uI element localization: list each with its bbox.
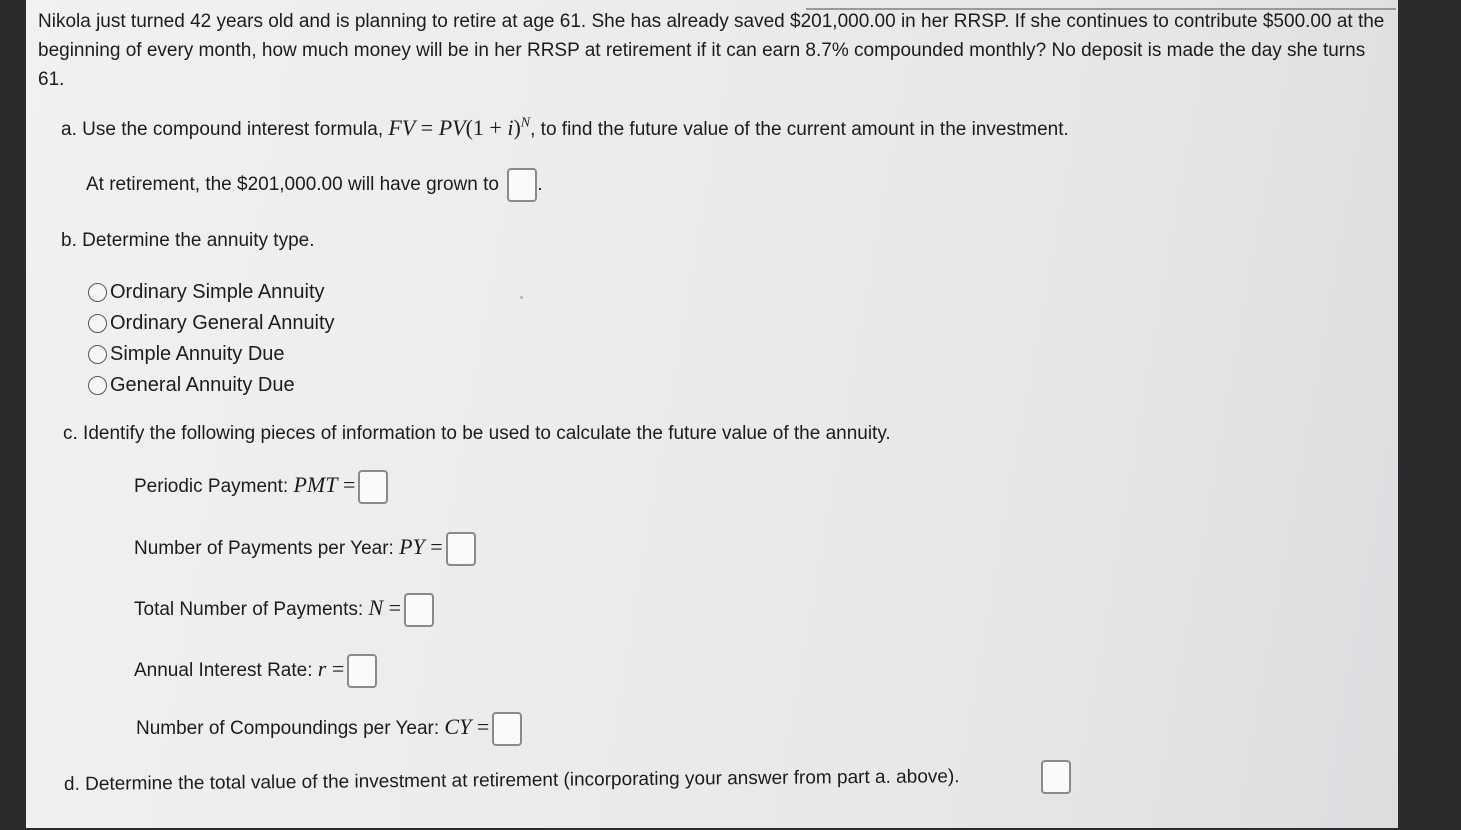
- radio-label: Ordinary General Annuity: [110, 312, 335, 334]
- radio-circle-icon: [88, 314, 107, 333]
- compoundings-per-year-row: Number of Compoundings per Year: CY =: [136, 712, 522, 746]
- radio-simple-annuity-due[interactable]: [88, 343, 285, 366]
- screen-speck: [520, 296, 523, 299]
- radio-label: Ordinary Simple Annuity: [110, 281, 325, 303]
- radio-ordinary-general-annuity[interactable]: [88, 312, 335, 335]
- part-b-heading: b. Determine the annuity type.: [61, 230, 315, 251]
- cy-input[interactable]: [492, 712, 522, 746]
- part-c-heading: c. Identify the following pieces of information to be used to calculate the future value of the annuity.: [63, 423, 891, 444]
- radio-circle-icon: [88, 283, 107, 302]
- periodic-payment-row: Periodic Payment: PMT =: [134, 470, 388, 504]
- compound-interest-formula: FV = $PV(1 + i)^N$: [388, 115, 531, 140]
- radio-label: Simple Annuity Due: [110, 343, 285, 365]
- pmt-input[interactable]: [358, 470, 388, 504]
- payments-per-year-row: Number of Payments per Year: PY =: [134, 532, 476, 566]
- py-input[interactable]: [446, 532, 476, 566]
- radio-ordinary-simple-annuity[interactable]: [88, 281, 325, 304]
- radio-circle-icon: [88, 376, 107, 395]
- part-a-question: a. Use the compound interest formula, FV = $PV(1 + i)^N$, to find the future value of the current amount in the investment.: [61, 115, 1069, 140]
- part-a-answer-label: At retirement, the $201,000.00 will have grown to: [86, 174, 499, 196]
- part-a-answer-row: At retirement, the $201,000.00 will have grown to .: [86, 168, 543, 202]
- radio-label: General Annuity Due: [110, 374, 295, 396]
- radio-circle-icon: [88, 345, 107, 364]
- question-page: [26, 0, 1398, 828]
- part-d-answer-input[interactable]: [1041, 760, 1071, 794]
- problem-statement: Nikola just turned 42 years old and is planning to retire at age 61. She has already saved $201,000.00 in her RRSP. If she continues to contribute $500.00 at the beginning of every month, how much money will be in her RRSP at retirement if it can earn 8.7% compounded monthly? No deposit is made the day she turns 61.: [38, 11, 1385, 90]
- r-input[interactable]: [347, 654, 377, 688]
- radio-general-annuity-due[interactable]: [88, 374, 295, 397]
- part-a-answer-input[interactable]: [507, 168, 537, 202]
- n-input[interactable]: [404, 593, 434, 627]
- part-d-question: d. Determine the total value of the investment at retirement (incorporating your answer from part a. above).: [63, 766, 960, 795]
- annual-interest-rate-row: Annual Interest Rate: r =: [134, 654, 377, 688]
- total-payments-row: Total Number of Payments: N =: [134, 593, 434, 627]
